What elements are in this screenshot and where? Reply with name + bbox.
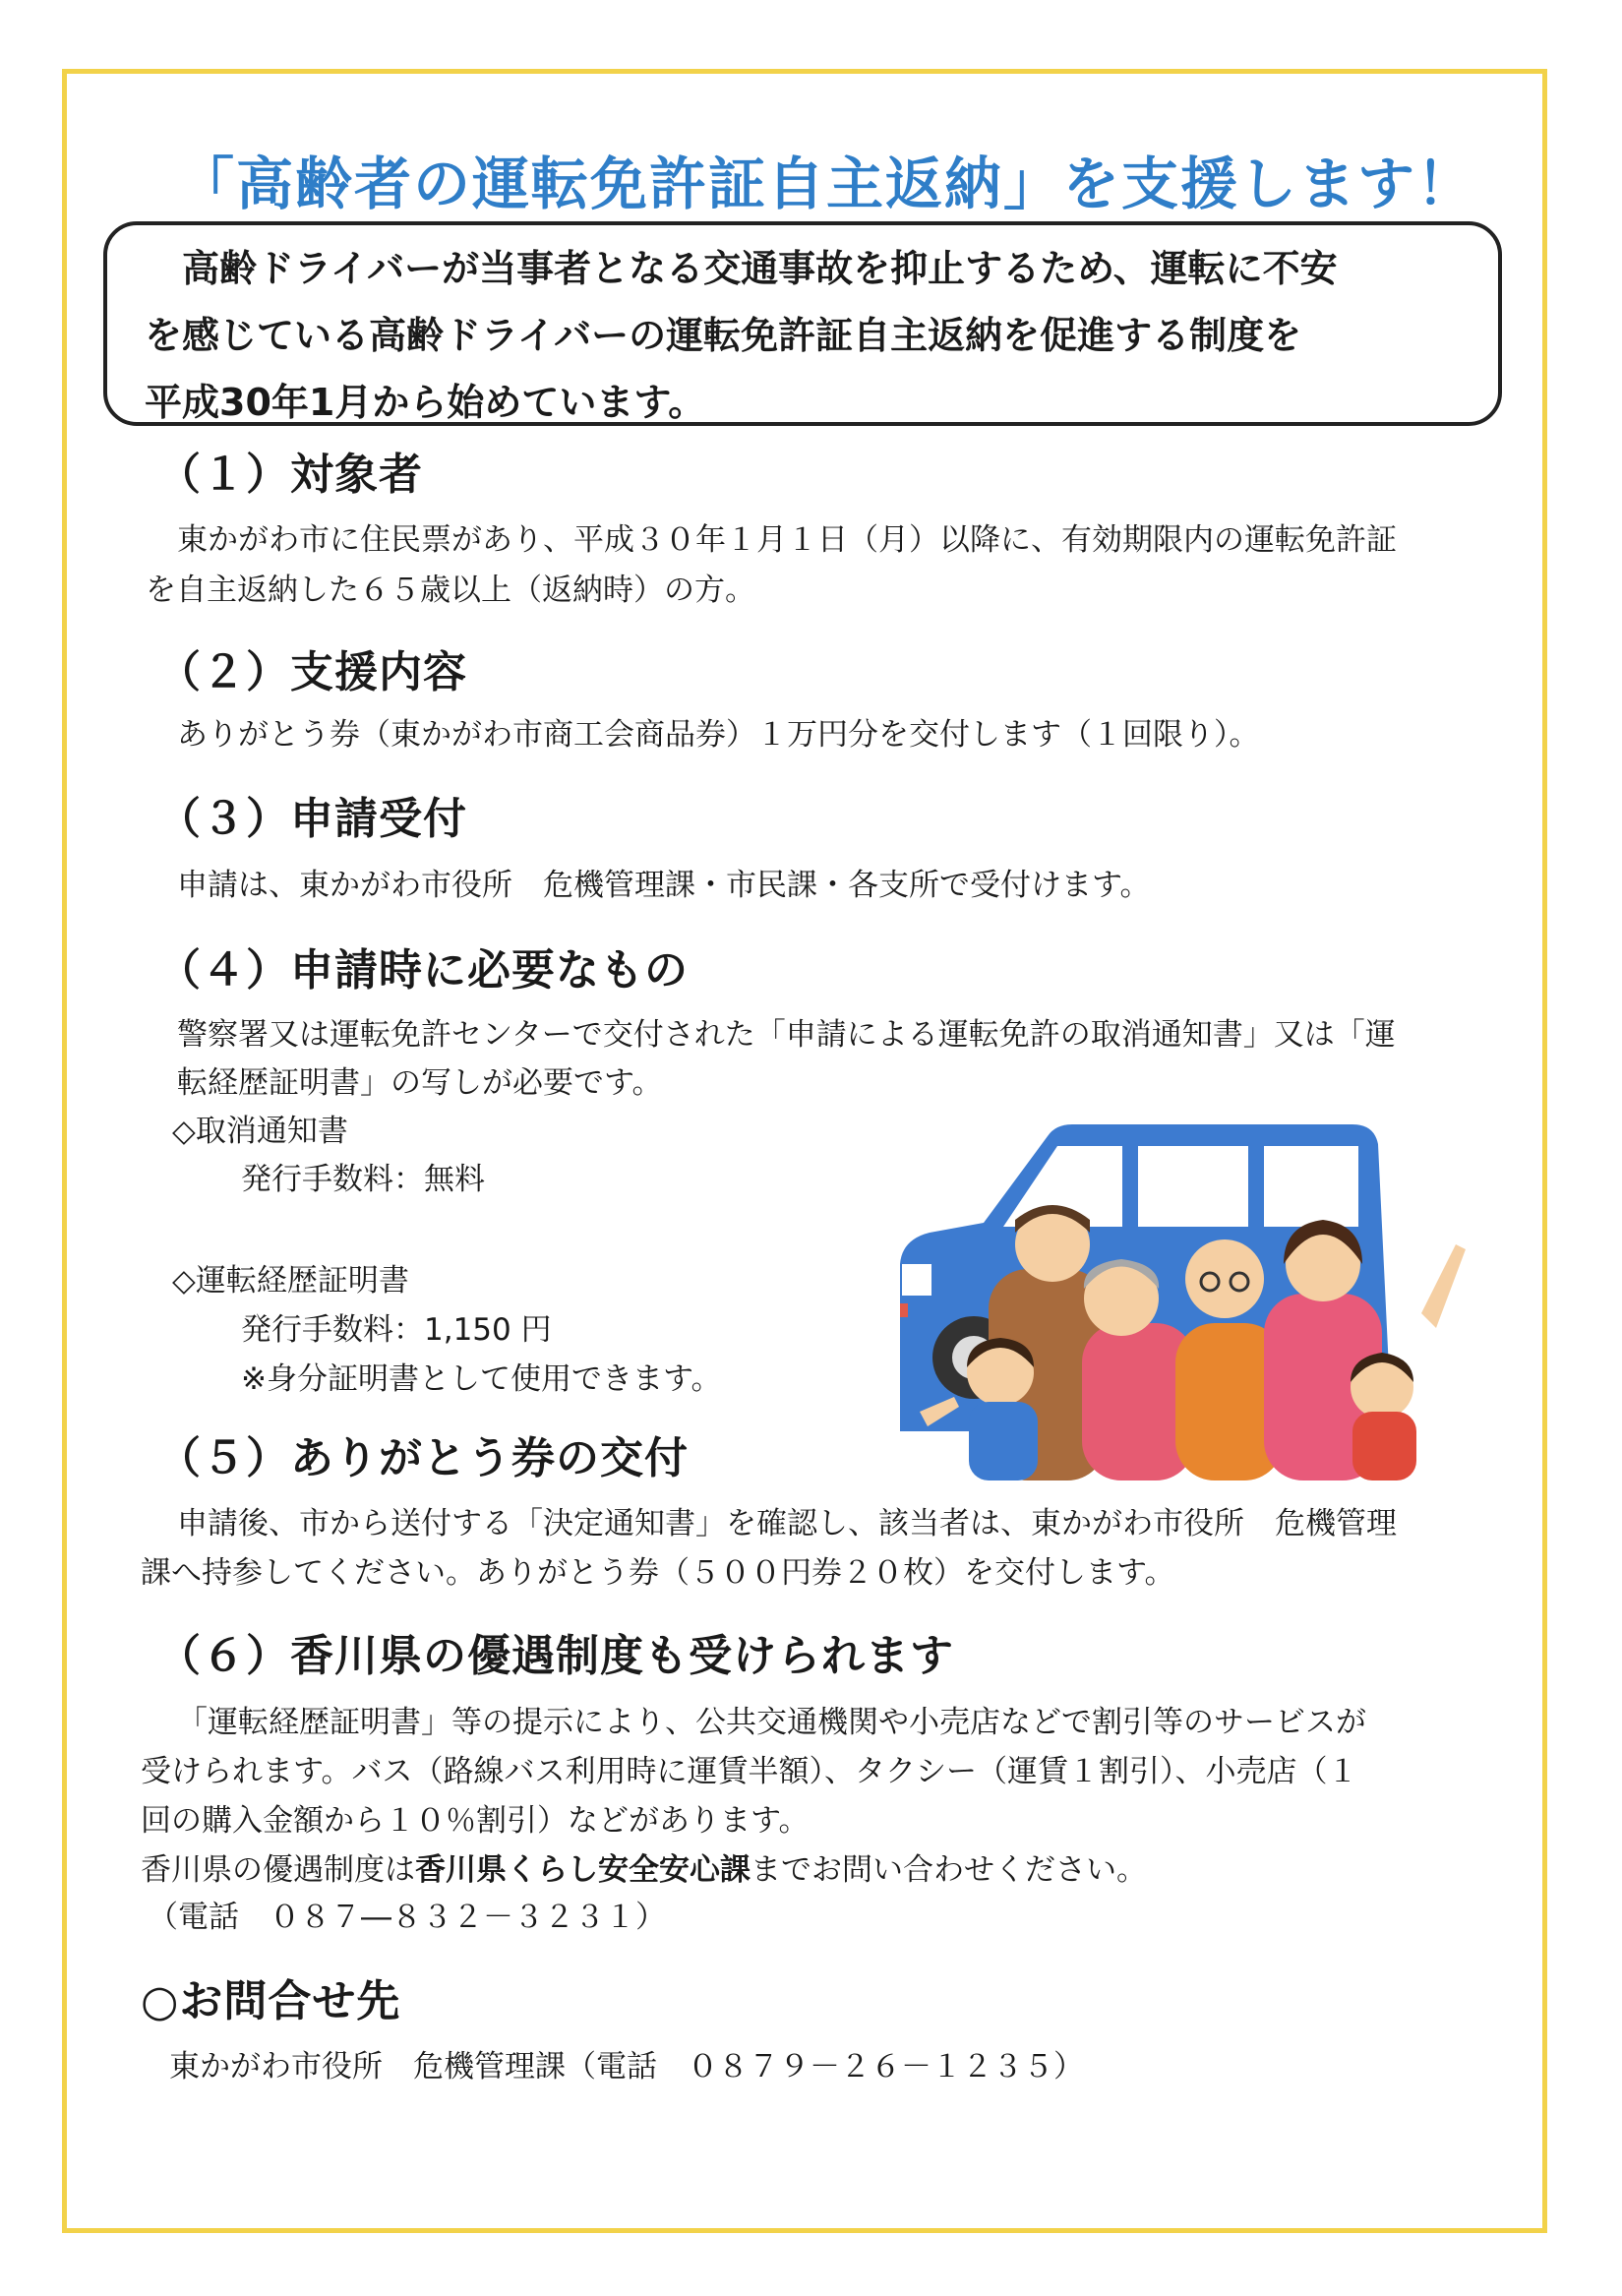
intro-line-3: 平成30年1月から始めています。 [145,381,706,424]
section-5-heading: （５）ありがとう券の交付 [157,1433,689,1483]
driving-record-title: ◇運転経歴証明書 [172,1263,409,1299]
cancel-notice-fee: 発行手数料：無料 [241,1162,485,1197]
section-5-line-1: 申請後、市から送付する「決定通知書」を確認し、該当者は、東かがわ市役所 危機管理 [177,1506,1397,1541]
section-1-line-1: 東かがわ市に住民票があり、平成３０年１月１日（月）以降に、有効期限内の運転免許証 [177,522,1397,558]
driving-record-fee: 発行手数料：1,150 円 [241,1312,552,1348]
cancel-notice-title: ◇取消通知書 [172,1114,348,1149]
section-2-line-1: ありがとう券（東かがわ市商工会商品券）１万円分を交付します（１回限り）。 [177,717,1260,753]
section-6-line-4-pre: 香川県の優遇制度は [141,1852,415,1888]
section-4-line-2: 転経歴証明書」の写しが必要です。 [177,1065,663,1101]
contact-heading: ○お問合せ先 [141,1976,401,2026]
section-6-heading: （６）香川県の優遇制度も受けられます [157,1631,954,1681]
section-5-line-2: 課へ持参してください。ありがとう券（５００円券２０枚）を交付します。 [141,1555,1175,1591]
kagawa-safety-dept: 香川県くらし安全安心課 [415,1852,751,1888]
section-4-line-1: 警察署又は運転免許センターで交付された「申請による運転免許の取消通知書」又は「運 [177,1017,1396,1053]
section-3-line-1: 申請は、東かがわ市役所 危機管理課・市民課・各支所で受付けます。 [177,868,1151,903]
section-6-line-4-post: までお問い合わせください。 [751,1852,1147,1888]
section-2-heading: （２）支援内容 [157,647,467,697]
intro-line-1: 高齢ドライバーが当事者となる交通事故を抑止するため、運転に不安 [182,247,1338,290]
section-3-heading: （３）申請受付 [157,794,467,844]
section-6-line-1: 「運転経歴証明書」等の提示により、公共交通機関や小売店などで割引等のサービスが [177,1705,1366,1740]
section-1-line-2: を自主返納した６５歳以上（返納時）の方。 [146,573,755,608]
intro-line-2: を感じている高齢ドライバーの運転免許証自主返納を促進する制度を [145,314,1302,357]
contact-line-1: 東かがわ市役所 危機管理課（電話 ０８７９－２６－１２３５） [169,2049,1084,2085]
driving-record-note: ※身分証明書として使用できます。 [241,1361,722,1397]
section-1-heading: （１）対象者 [157,450,423,500]
kagawa-phone: （電話 ０８７―８３２－３２３１） [148,1900,666,1935]
section-6-line-4 [141,1846,1147,1895]
section-6-line-3: 回の購入金額から１０％割引）などがあります。 [141,1803,810,1839]
page-title: 「高齢者の運転免許証自主返納」を支援します！ [176,151,1475,217]
section-4-heading: （４）申請時に必要なもの [157,945,689,996]
family-car-illustration [890,1117,1471,1480]
intro-box [103,221,1502,426]
section-6-line-2: 受けられます。バス（路線バス利用時に運賃半額）、タクシー（運賃１割引）、小売店（１ [141,1754,1358,1789]
